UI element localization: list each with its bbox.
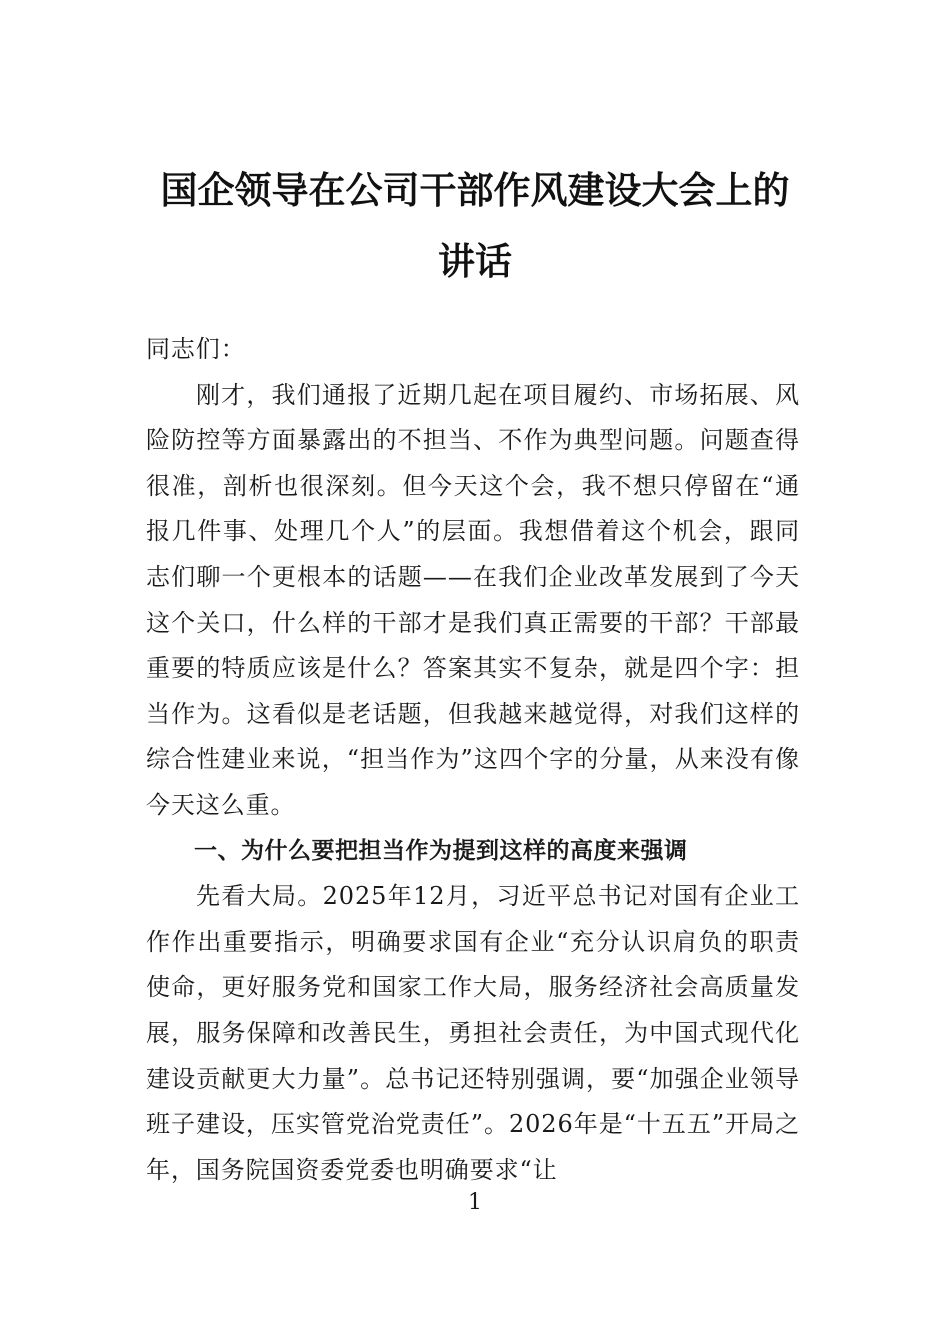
page-number: 1 xyxy=(468,1190,482,1215)
body-paragraph: 刚才，我们通报了近期几起在项目履约、市场拓展、风险防控等方面暴露出的不担当、不作为典型问题。问题查得很准，剖析也很深刻。但今天这个会，我不想只停留在“通报几件事、处理几个人”的层面。我想借着这个机会，跟同志们聊一个更根本的话题——在我们企业改革发展到了今天这个关口，什么样的干部才是我们真正需要的干部？干部最重要的特质应该是什么？答案其实不复杂，就是四个字：担当作为。这看似是老话题，但我越来越觉得，对我们这样的综合性建业来说，“担当作为”这四个字的分量，从来没有像今天这么重。 xyxy=(146,380,800,819)
document-title: 国企领导在公司干部作风建设大会上的讲话 xyxy=(160,168,790,283)
section-heading: 一、为什么要把担当作为提到这样的高度来强调 xyxy=(194,837,688,864)
section-paragraph: 先看大局。2025年12月，习近平总书记对国有企业工作作出重要指示，明确要求国有企业“充分认识肩负的职责使命，更好服务党和国家工作大局，服务经济社会高质量发展，服务保障和改善民生，勇担社会责任，为中国式现代化建设贡献更大力量”。总书记还特别强调，要“加强企业领导班子建设，压实管党治党责任”。2026年是“十五五”开局之年，国务院国资委党委也明确要求“让 xyxy=(146,882,800,1184)
salutation: 同志们： xyxy=(146,335,246,363)
document-body xyxy=(146,327,800,1193)
